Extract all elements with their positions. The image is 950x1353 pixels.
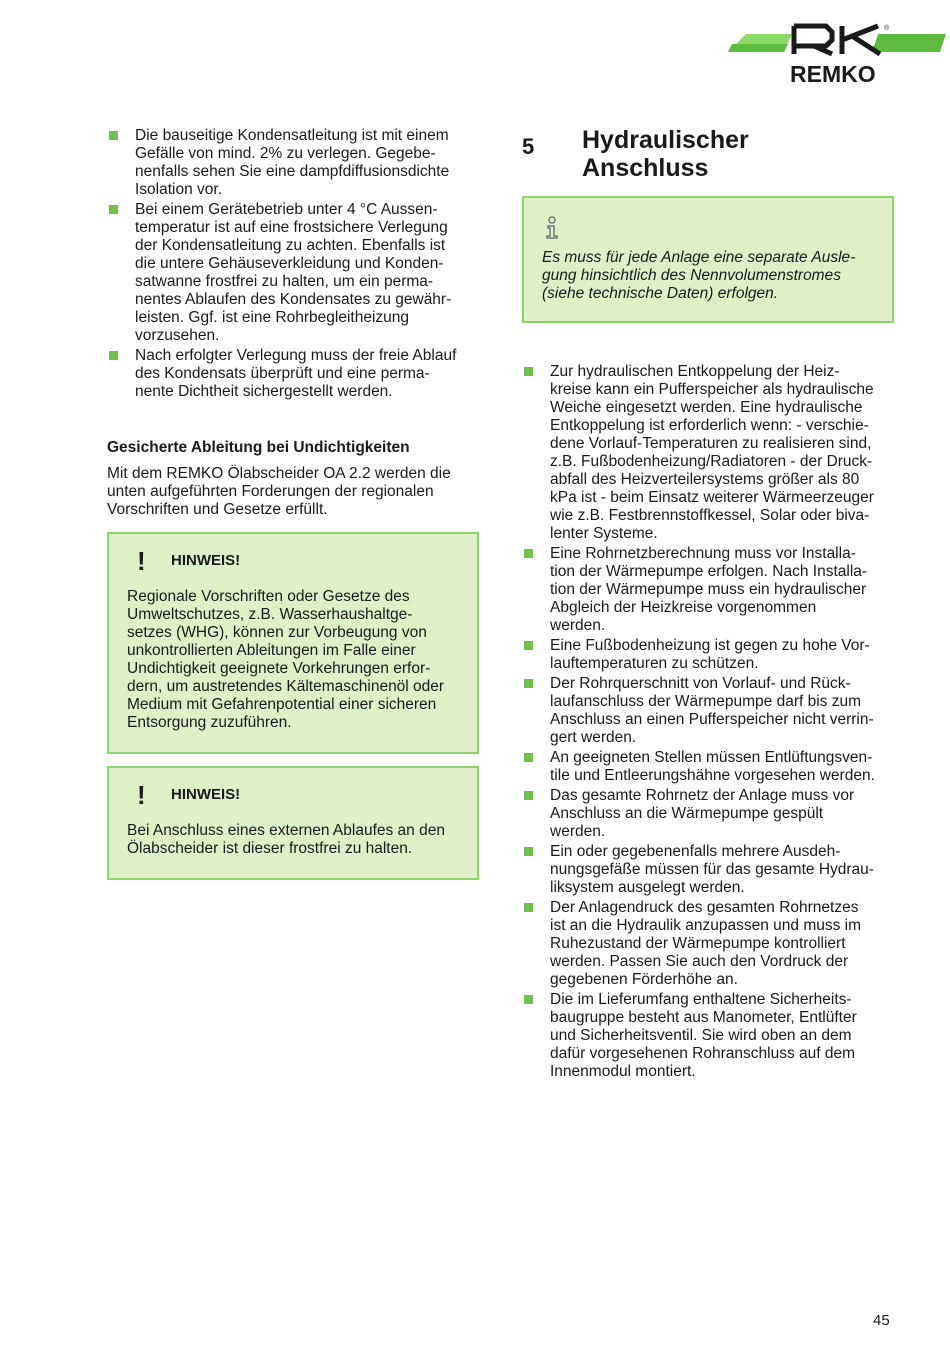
notice-title: HINWEIS! — [171, 786, 241, 803]
bullet-square-icon — [524, 791, 533, 800]
left-column — [107, 127, 479, 880]
info-text: Es muss für jede Anlage eine separate Ausle- gung hinsichtlich des Nennvolumenstromes (siehe technische Daten) erfolgen. — [542, 249, 856, 302]
list-item: Der Anlagendruck des gesamten Rohrnetzes ist an die Hydraulik anzupassen und muss im Ruhezustand der Wärmepumpe kontrolliert werden. Passen Sie auch den Vordruck der gegebenen Förderhöhe an. — [522, 899, 894, 989]
page-number: 45 — [873, 1312, 890, 1329]
bullet-square-icon — [524, 847, 533, 856]
bullet-square-icon — [524, 903, 533, 912]
bullet-square-icon — [524, 753, 533, 762]
notice-text: Regionale Vorschriften oder Gesetze des Umweltschutzes, z.B. Wasserhaushaltge- setzes (WHG), können zur Vorbeugung von unkontrollierten Ableitungen im Falle einer Undichtigkeit geeignete Vorkehrungen erfor- dern, um austretendes Kältemaschinenöl oder Medium mit Gefahrenpotential einer sicheren Entsorgung zuzuführen. — [127, 588, 445, 731]
left-bullet-list — [107, 127, 479, 401]
exclamation-icon: ! — [137, 780, 146, 810]
info-box — [522, 196, 894, 323]
right-bullet-list — [522, 363, 894, 1081]
svg-text:®: ® — [884, 25, 890, 32]
list-item: Nach erfolgter Verlegung muss der freie Ablauf des Kondensats überprüft und eine perma- nente Dichtheit sichergestellt werden. — [107, 347, 479, 401]
notice-box-frost — [107, 766, 479, 880]
bullet-square-icon — [524, 549, 533, 558]
bullet-square-icon — [109, 131, 118, 140]
bullet-square-icon — [524, 641, 533, 650]
notice-text: Bei Anschluss eines externen Ablaufes an den Ölabscheider ist dieser frostfrei zu halten. — [127, 822, 445, 857]
logo-wordmark: REMKO — [790, 61, 876, 86]
list-item: Eine Fußbodenheizung ist gegen zu hohe Vor- lauftemperaturen zu schützen. — [522, 637, 894, 673]
info-icon — [542, 216, 562, 240]
list-item: Die im Lieferumfang enthaltene Sicherheits- baugruppe besteht aus Manometer, Entlüfter und Sicherheitsventil. Sie wird oben an dem dafür vorgesehenen Rohranschluss auf dem Innenmodul montiert. — [522, 991, 894, 1081]
bullet-square-icon — [109, 205, 118, 214]
list-item: Bei einem Gerätebetrieb unter 4 °C Aussen- temperatur ist auf eine frostsichere Verlegung der Kondensatleitung zu achten. Ebenfalls ist die untere Gehäuseverkleidung und Konden- satwanne frostfrei zu halten, um ein perma- nentes Ablaufen des Kondensates zu gewähr- leisten. Ggf. ist eine Rohrbegleitheizung vorzusehen. — [107, 201, 479, 345]
intro-paragraph: Mit dem REMKO Ölabscheider OA 2.2 werden die unten aufgeführten Forderungen der regionalen Vorschriften und Gesetze erfüllt. — [107, 465, 451, 518]
list-item: Ein oder gegebenenfalls mehrere Ausdeh- nungsgefäße müssen für das gesamte Hydrau- liksystem ausgelegt werden. — [522, 843, 894, 897]
bullet-square-icon — [524, 679, 533, 688]
bullet-square-icon — [524, 995, 533, 1004]
list-item: Die bauseitige Kondensatleitung ist mit einem Gefälle von mind. 2% zu verlegen. Gegebe- nenfalls sehen Sie eine dampfdiffusionsdichte Isolation vor. — [107, 127, 479, 199]
section-number: 5 — [522, 134, 535, 159]
notice-box-regulations — [107, 532, 479, 754]
exclamation-icon: ! — [137, 546, 146, 576]
list-item: Zur hydraulischen Entkoppelung der Heiz- kreise kann ein Pufferspeicher als hydraulische Weiche eingesetzt werden. Eine hydraulische Entkoppelung ist erforderlich wenn: - verschie- dene Vorlauf-Temperaturen zu realisieren sind, z.B. Fußbodenheizung/Radiatoren - der Druck- abfall des Heizverteilersystems größer als 80 kPa ist - beim Einsatz weiterer Wärmeerzeuger wie z.B. Festbrennstoffkessel, Solar oder biva- lenter Systeme. — [522, 363, 894, 543]
section-title: Hydraulischer Anschluss — [582, 126, 749, 182]
bullet-square-icon — [109, 351, 118, 360]
list-item: An geeigneten Stellen müssen Entlüftungsven- tile und Entleerungshähne vorgesehen werden. — [522, 749, 894, 785]
section-heading — [522, 126, 894, 182]
notice-title: HINWEIS! — [171, 552, 241, 569]
remko-logo — [728, 20, 946, 86]
list-item: Eine Rohrnetzberechnung muss vor Installa- tion der Wärmepumpe erfolgen. Nach Installa- tion der Wärmepumpe muss ein hydraulischer Abgleich der Heizkreise vorgenommen werden. — [522, 545, 894, 635]
bullet-square-icon — [524, 367, 533, 376]
subheading: Gesicherte Ableitung bei Undichtigkeiten — [107, 439, 410, 456]
list-item: Das gesamte Rohrnetz der Anlage muss vor Anschluss an die Wärmepumpe gespült werden. — [522, 787, 894, 841]
right-column — [522, 126, 894, 1083]
list-item: Der Rohrquerschnitt von Vorlauf- und Rück- laufanschluss der Wärmepumpe darf bis zum Anschluss an einen Pufferspeicher nicht verrin- gert werden. — [522, 675, 894, 747]
